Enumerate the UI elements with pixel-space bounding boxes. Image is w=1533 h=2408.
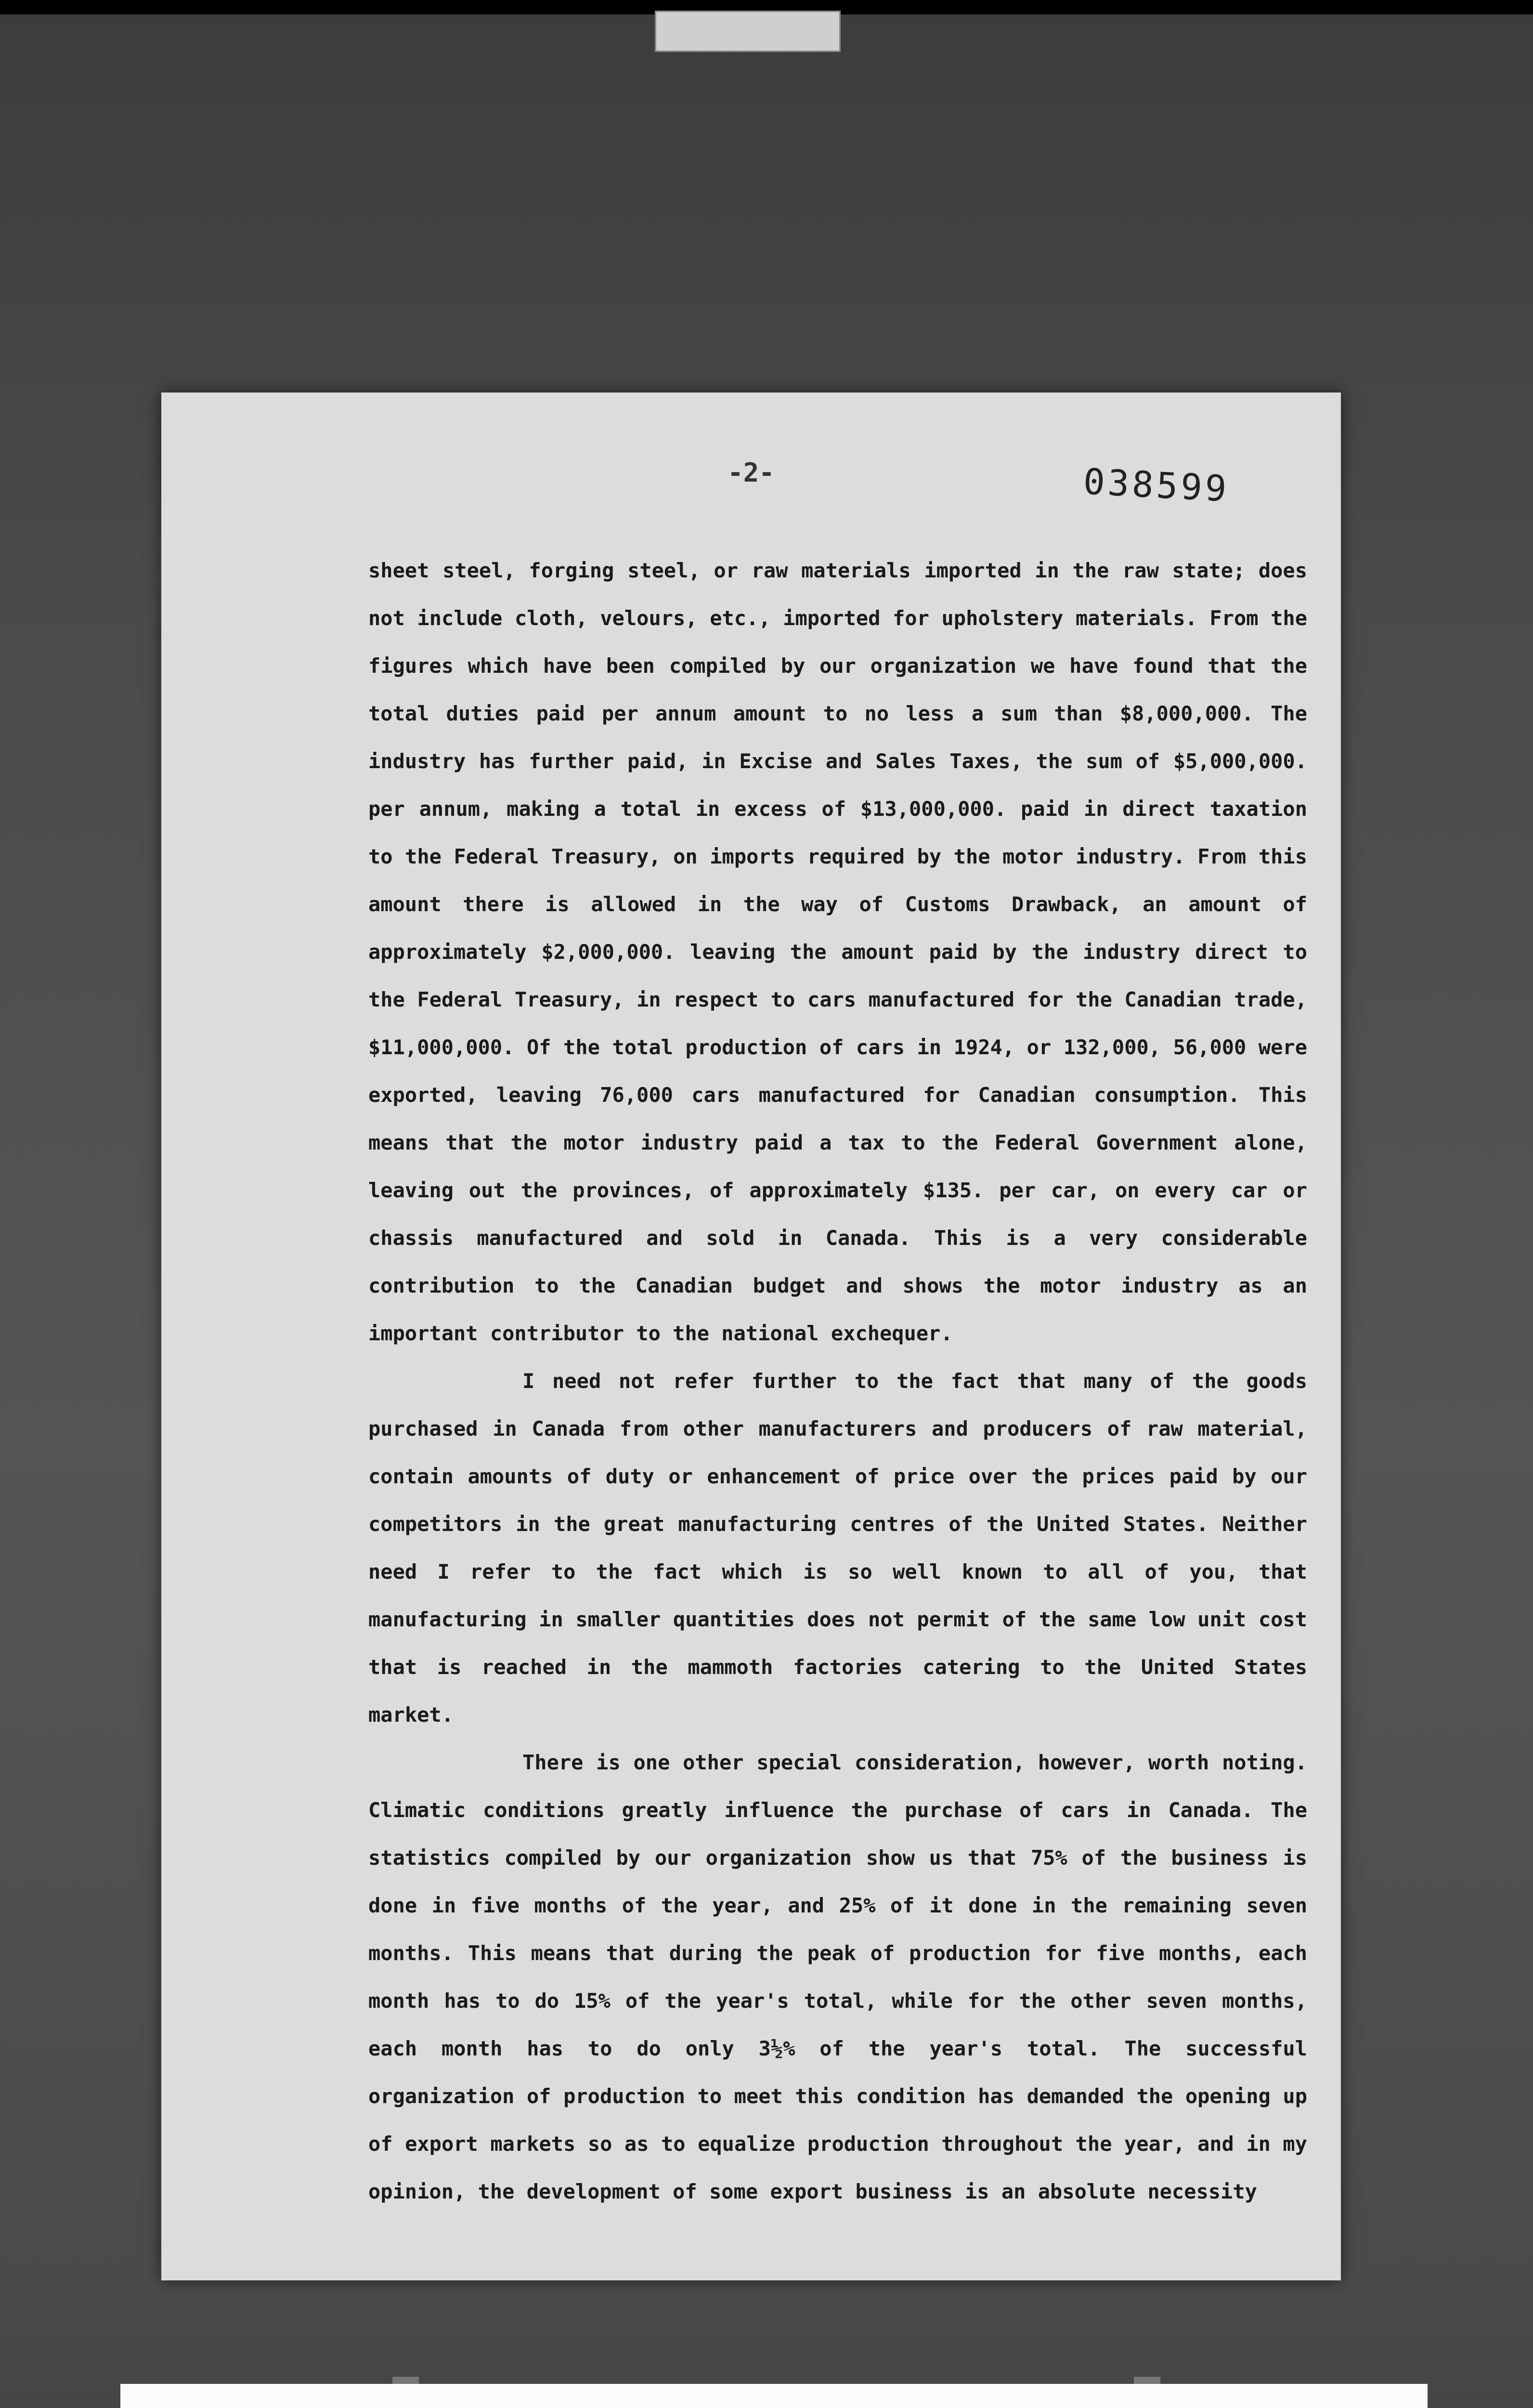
body-text — [368, 547, 1307, 2215]
mounting-tab — [655, 11, 841, 52]
paragraph: There is one other special consideration, however, worth noting. Climatic conditions greatly influence the purchase of cars in Canada. The statistics compiled by our organization show us that 75% of the business is done in five months of the year, and 25% of it done in the remaining seven months. This means that during the peak of production for five months, each month has to do 15% of the year's total, while for the other seven months, each month has to do only 3½% of the year's total. The successful organization of production to meet this condition has demanded the opening up of export markets so as to equalize production throughout the year, and in my opinion, the development of some export business is an absolute necessity — [368, 1751, 1307, 2203]
paragraph: sheet steel, forging steel, or raw materials imported in the raw state; does not include cloth, velours, etc., imported for upholstery materials. From the figures which have been compiled by our organization we have found that the total duties paid per annum amount to no less a sum than $8,000,000. The industry has further paid, in Excise and Sales Taxes, the sum of $5,000,000. per annum, making a total in excess of $13,000,000. paid in direct taxation to the Federal Treasury, on imports required by the motor industry. From this amount there is allowed in the way of Customs Drawback, an amount of approximately $2,000,000. leaving the amount paid by the industry direct to the Federal Treasury, in respect to cars manufactured for the Canadian trade, $11,000,000. Of the total production of cars in 1924, or 132,000, 56,000 were exported, leaving 76,000 cars manufactured for Canadian consumption. This means that the motor industry paid a tax to the Federal Government alone, leaving out the provinces, of approximately $135. per car, on every car or chassis manufactured and sold in Canada. This is a very considerable contribution to the Canadian budget and shows the motor industry as an important contributor to the national exchequer. — [368, 559, 1307, 1345]
archive-label-card — [120, 2384, 1428, 2408]
paragraph: I need not refer further to the fact that many of the goods purchased in Canada from other manufacturers and producers of raw material, contain amounts of duty or enhancement of price over the prices paid by our competitors in the great manufacturing centres of the United States. Neither need I refer to the fact which is so well known to all of you, that manufacturing in smaller quantities does not permit of the same low unit cost that is reached in the mammoth factories catering to the United States market. — [368, 1369, 1307, 1727]
page-number: -2- — [728, 458, 775, 488]
document-id-stamp: 038599 — [1082, 461, 1231, 510]
document-page — [161, 393, 1341, 2280]
